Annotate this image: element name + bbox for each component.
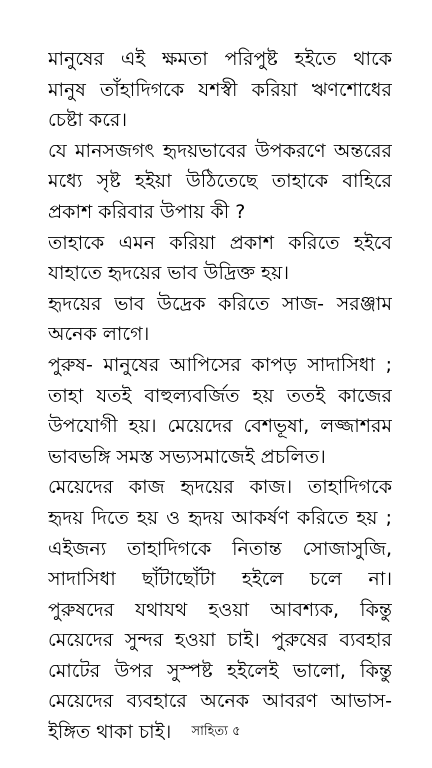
page-footer: সাহিত্য ৫ bbox=[191, 724, 241, 739]
text-line: ভাবভঙ্গি সমস্ত সভ্যসমাজেই প্রচলিত। bbox=[48, 445, 326, 468]
text-line: মেয়েদের সুন্দর হওয়া চাই। পুরুষের ব্যবহার bbox=[48, 629, 392, 652]
text-line: তাহাকে এমন করিয়া প্রকাশ করিতে হইবে bbox=[48, 231, 392, 254]
body-text bbox=[48, 44, 392, 748]
text-line: এইজন্য তাহাদিগকে নিতান্ত সোজাসুজি, bbox=[48, 537, 392, 560]
text-line: মানুষের এই ক্ষমতা পরিপুষ্ট হইতে থাকে bbox=[48, 48, 392, 70]
text-line: মানুষ তাঁহাদিগকে যশস্বী করিয়া ঋণশোধের bbox=[48, 78, 392, 101]
text-line: মধ্যে সৃষ্ট হইয়া উঠিতেছে তাহাকে বাহিরে bbox=[48, 170, 392, 193]
text-line: মেয়েদের কাজ হৃদয়ের কাজ। তাহাদিগকে bbox=[48, 476, 392, 499]
text-line: মেয়েদের ব্যবহারে অনেক আবরণ আভাস- bbox=[48, 690, 392, 713]
text-line: যাহাতে হৃদয়ের ভাব উদ্রিক্ত হয়। bbox=[48, 262, 289, 285]
text-line: পুরুষদের যথাযথ হওয়া আবশ্যক, কিন্তু bbox=[48, 598, 392, 621]
text-line: প্রকাশ করিবার উপায় কী ? bbox=[48, 200, 246, 223]
text-line: হৃদয় দিতে হয় ও হৃদয় আকর্ষণ করিতে হয় ; bbox=[48, 506, 392, 529]
text-line: যে মানসজগৎ হৃদয়ভাবের উপকরণে অন্তরের bbox=[48, 139, 392, 162]
text-line: হৃদয়ের ভাব উদ্রেক করিতে সাজ- সরঞ্জাম bbox=[48, 292, 392, 315]
text-line: চেষ্টা করে। bbox=[48, 109, 128, 132]
text-line: মোটের উপর সুস্পষ্ট হইলেই ভালো, কিন্তু bbox=[48, 659, 392, 682]
text-line: তাহা যতই বাহুল্যবর্জিত হয় ততই কাজের bbox=[48, 384, 392, 407]
text-line: পুরুষ- মানুষের আপিসের কাপড় সাদাসিধা ; bbox=[48, 353, 392, 376]
text-line: ইঙ্গিত থাকা চাই। bbox=[48, 721, 172, 744]
text-line: অনেক লাগে। bbox=[48, 323, 150, 346]
text-line: উপযোগী হয়। মেয়েদের বেশভূষা, লজ্জাশরম bbox=[48, 415, 392, 438]
text-line: সাদাসিধা ছাঁটাছোঁটা হইলে চলে না। bbox=[48, 568, 392, 591]
